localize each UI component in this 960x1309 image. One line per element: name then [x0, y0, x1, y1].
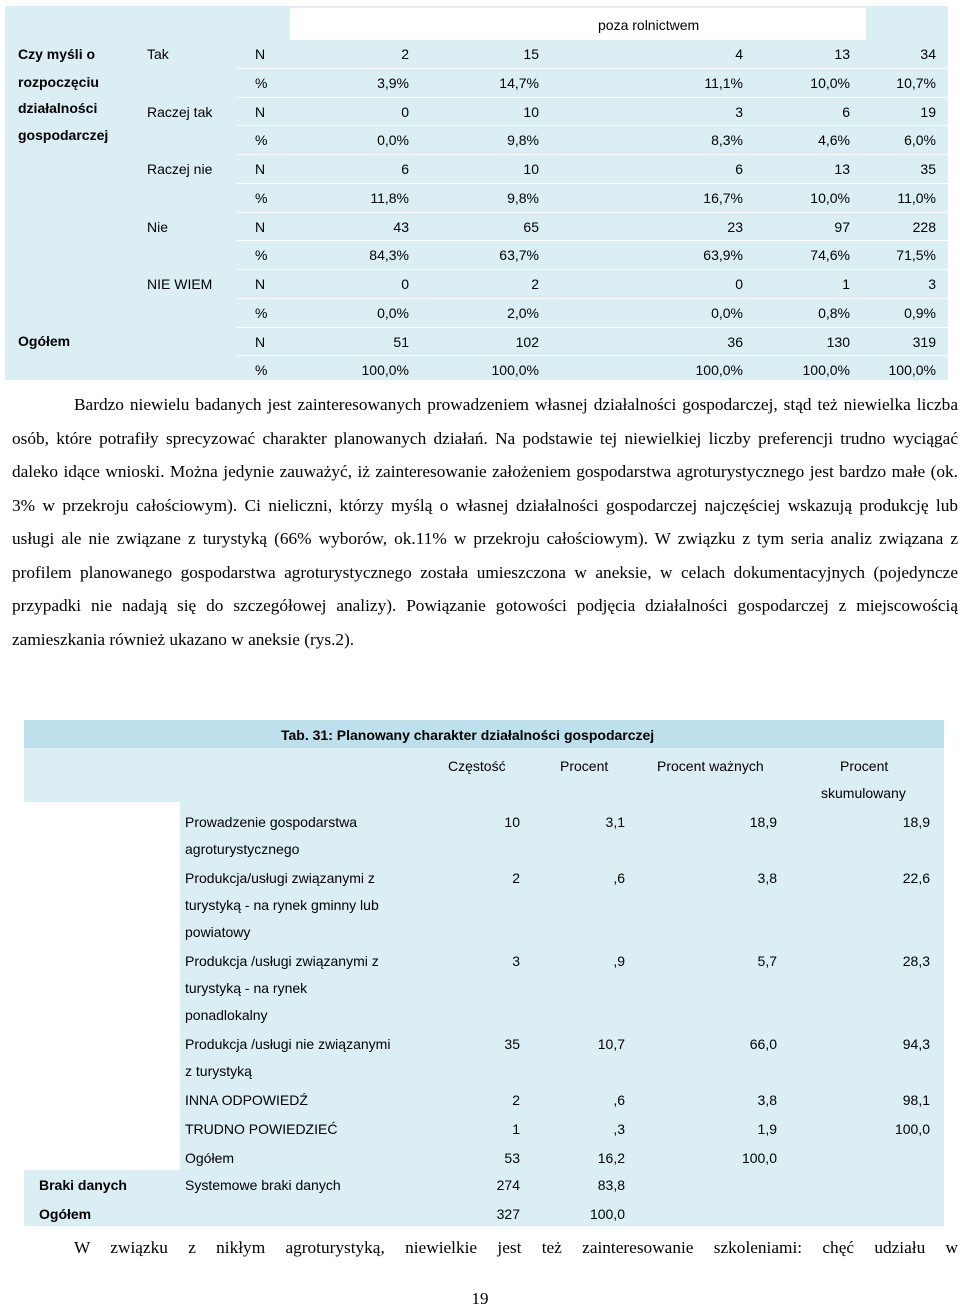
column-header: poza rolnictwem	[598, 17, 700, 33]
row-stat-type: N	[255, 276, 266, 292]
percent-cell: ,6	[613, 870, 625, 886]
table-cell: 102	[515, 333, 539, 350]
total-label: Ogółem	[39, 1206, 92, 1222]
row-label-line: agroturystycznego	[185, 841, 300, 857]
table-cell: 0,0%	[377, 132, 409, 149]
table-cell: 1	[842, 276, 850, 292]
table-cell: 2	[531, 276, 539, 292]
table-cell: 228	[912, 218, 936, 235]
row-divider	[237, 68, 948, 69]
table-cell: 6,0%	[904, 132, 936, 149]
row-label-line: TRUDNO POWIEDZIEĆ	[185, 1121, 338, 1137]
table-cell: 63,7%	[499, 247, 539, 264]
table-cell: 23	[727, 218, 743, 235]
table-cell: 100,0%	[361, 362, 409, 379]
row-group-label-line: działalności	[18, 100, 98, 116]
table-cell: 0,0%	[377, 304, 409, 321]
table-cell: 4,6%	[818, 132, 850, 149]
total-frequency: 327	[496, 1206, 520, 1222]
table-cell: 0	[401, 276, 409, 292]
valid-percent-cell: 5,7	[757, 953, 777, 969]
table-responses-business	[5, 6, 948, 380]
table-cell: 3	[928, 276, 936, 292]
row-category: Raczej tak	[147, 103, 213, 120]
row-label-line: INNA ODPOWIEDŹ	[185, 1092, 308, 1108]
frequency-cell: 53	[504, 1150, 520, 1166]
table-cell: 100,0%	[888, 362, 936, 379]
row-stat-type: N	[255, 103, 266, 120]
valid-percent-cell: 1,9	[757, 1121, 777, 1137]
row-divider	[237, 240, 948, 241]
header-cumulative-percent-2: skumulowany	[821, 785, 906, 801]
row-label-line: Produkcja/usługi związanymi z	[185, 870, 375, 886]
percent-cell: 10,7	[597, 1036, 625, 1052]
table-cell: 65	[523, 218, 539, 235]
table-header-cell	[290, 8, 866, 40]
row-category: Raczej nie	[147, 161, 213, 177]
row-label-line: Ogółem	[185, 1150, 235, 1166]
table-cell: 319	[912, 333, 936, 350]
row-label-line: Prowadzenie gospodarstwa	[185, 814, 357, 830]
row-stat-type: N	[255, 333, 266, 350]
table-cell: 6	[401, 161, 409, 177]
table-cell: 10,0%	[810, 74, 850, 91]
header-frequency: Częstość	[448, 758, 506, 774]
row-stat-type: %	[255, 247, 268, 264]
row-label-line: z turystyką	[185, 1063, 252, 1079]
frequency-cell: 2	[512, 1092, 520, 1108]
table-cell: 10,7%	[896, 74, 936, 91]
table-cell: 10	[523, 161, 539, 177]
header-valid-percent: Procent ważnych	[657, 758, 764, 774]
row-label-line: Produkcja /usługi nie związanymi	[185, 1036, 391, 1052]
table-cell: 19	[920, 103, 936, 120]
header-cumulative-percent: Procent	[840, 758, 889, 774]
missing-frequency: 274	[496, 1177, 520, 1193]
table-cell: 63,9%	[703, 247, 743, 264]
table-planned-business	[24, 720, 944, 1226]
valid-percent-cell: 3,8	[757, 870, 777, 886]
valid-percent-cell: 18,9	[749, 814, 777, 830]
table-cell: 51	[393, 333, 409, 350]
table-cell: 43	[393, 218, 409, 235]
blank-cell	[24, 890, 180, 1170]
row-stat-type: %	[255, 362, 268, 379]
table-cell: 0	[735, 276, 743, 292]
row-category: NIE WIEM	[147, 276, 213, 292]
table-caption: Tab. 31: Planowany charakter działalności gospodarczej	[281, 727, 655, 743]
row-group-label-line: Czy myśli o	[18, 46, 96, 62]
row-label-line: Produkcja /usługi związanymi z	[185, 953, 379, 969]
row-category: Nie	[147, 218, 169, 235]
table-cell: 14,7%	[499, 74, 539, 91]
row-stat-type: %	[255, 189, 268, 206]
table-cell: 9,8%	[507, 189, 539, 206]
table-cell: 16,7%	[703, 189, 743, 206]
table-cell: 15	[523, 46, 539, 62]
row-divider	[237, 298, 948, 299]
row-stat-type: %	[255, 74, 268, 91]
table-cell: 36	[727, 333, 743, 350]
row-stat-type: %	[255, 132, 268, 149]
table-cell: 130	[826, 333, 850, 350]
frequency-cell: 10	[504, 814, 520, 830]
table-cell: 100,0%	[695, 362, 743, 379]
table-cell: 6	[842, 103, 850, 120]
cumulative-percent-cell: 94,3	[902, 1036, 930, 1052]
table-cell: 13	[834, 161, 850, 177]
table-cell: 8,3%	[711, 132, 743, 149]
table-cell: 11,0%	[897, 189, 936, 206]
table-cell: 10	[523, 103, 539, 120]
table-cell: 4	[735, 46, 743, 62]
row-divider	[237, 327, 948, 328]
row-divider	[237, 355, 948, 356]
total-percent: 100,0	[589, 1206, 625, 1222]
page-number: 19	[471, 1289, 489, 1308]
valid-percent-cell: 100,0	[741, 1150, 777, 1166]
table-cell: 100,0%	[491, 362, 539, 379]
table-cell: 11,8%	[370, 189, 409, 206]
row-group-label-line: rozpoczęciu	[18, 74, 99, 90]
row-category: Tak	[147, 46, 169, 62]
percent-cell: ,9	[613, 953, 625, 969]
cumulative-percent-cell: 28,3	[902, 953, 930, 969]
row-divider	[237, 183, 948, 184]
missing-label: Braki danych	[39, 1177, 127, 1193]
table-cell: 13	[834, 46, 850, 62]
table-cell: 0,0%	[711, 304, 743, 321]
header-percent: Procent	[560, 758, 609, 774]
cumulative-percent-cell: 100,0	[894, 1121, 930, 1137]
table-cell: 34	[920, 46, 936, 62]
table-cell: 97	[834, 218, 850, 235]
table-cell: 0,8%	[818, 304, 850, 321]
table-cell: 0,9%	[904, 304, 936, 321]
table-cell: 100,0%	[802, 362, 850, 379]
table-cell: 10,0%	[810, 189, 850, 206]
percent-cell: 3,1	[605, 814, 625, 830]
cumulative-percent-cell: 98,1	[902, 1092, 930, 1108]
valid-percent-cell: 66,0	[749, 1036, 777, 1052]
frequency-cell: 2	[512, 870, 520, 886]
percent-cell: 16,2	[597, 1150, 625, 1166]
row-divider	[237, 154, 948, 155]
total-label: Ogółem	[18, 333, 71, 349]
percent-cell: ,6	[613, 1092, 625, 1108]
table-cell: 84,3%	[369, 247, 409, 264]
row-stat-type: %	[255, 304, 268, 321]
row-label-line: ponadlokalny	[185, 1007, 268, 1023]
cumulative-percent-cell: 18,9	[902, 814, 930, 830]
table-cell: 0	[401, 103, 409, 120]
table-cell: 11,1%	[704, 74, 743, 91]
body-paragraph	[12, 388, 958, 656]
table-cell: 35	[920, 161, 936, 177]
row-stat-type: N	[255, 161, 266, 177]
frequency-cell: 1	[512, 1121, 520, 1137]
missing-sub-label: Systemowe braki danych	[185, 1177, 341, 1193]
continuation-text: W związku z nikłym agroturystyką, niewielkie jest też zainteresowanie szkoleniami: chęć udziału w	[74, 1238, 958, 1257]
frequency-cell: 3	[512, 953, 520, 969]
row-label-line: turystyką - na rynek	[185, 980, 308, 996]
table-cell: 71,5%	[896, 247, 936, 264]
valid-percent-cell: 3,8	[757, 1092, 777, 1108]
percent-cell: ,3	[613, 1121, 625, 1137]
table-cell: 6	[735, 161, 743, 177]
row-label-line: powiatowy	[185, 924, 251, 940]
row-stat-type: N	[255, 46, 266, 62]
table-cell: 2,0%	[507, 304, 539, 321]
paragraph-text: Bardzo niewielu badanych jest zainteresowanych prowadzeniem własnej działalności gospodarczej, stąd też niewielka liczba osób, które potrafiły sprecyzować charakter planowanych działań. Na podstawie tej niewielkiej liczby preferencji trudno wyciągać daleko idące wnioski. Można jedynie zauważyć, iż zainteresowanie założeniem gospodarstwa agroturystycznego jest bardzo małe (ok. 3% w przekroju całościowym). Ci nieliczni, którzy myślą o własnej działalności gospodarczej najczęściej wskazują produkcję lub usługi ale nie związane z turystyką (66% wyborów, ok.11% w przekroju całościowym). W związku z tym seria analiz związana z profilem planowanego gospodarstwa agroturystycznego została umieszczona w aneksie, w celach dokumentacyjnych (pojedyncze przypadki nie nadają się do szczegółowej analizy). Powiązanie gotowości podjęcia działalności gospodarczej z miejscowością zamieszkania również ukazano w aneksie (rys.2).	[12, 395, 958, 649]
frequency-cell: 35	[504, 1036, 520, 1052]
cumulative-percent-cell: 22,6	[902, 870, 930, 886]
row-stat-type: N	[255, 218, 266, 235]
missing-percent: 83,8	[597, 1177, 625, 1193]
row-divider	[237, 97, 948, 98]
table-cell: 74,6%	[810, 247, 850, 264]
blank-cell	[24, 802, 180, 890]
row-divider	[237, 125, 948, 126]
table-cell: 3,9%	[377, 74, 409, 91]
row-label-line: turystyką - na rynek gminny lub	[185, 897, 379, 913]
row-divider	[237, 269, 948, 270]
row-group-label-line: gospodarczej	[18, 127, 109, 143]
table-cell: 9,8%	[507, 132, 539, 149]
row-divider	[237, 212, 948, 213]
table-cell: 2	[401, 46, 409, 62]
table-cell: 3	[735, 103, 743, 120]
